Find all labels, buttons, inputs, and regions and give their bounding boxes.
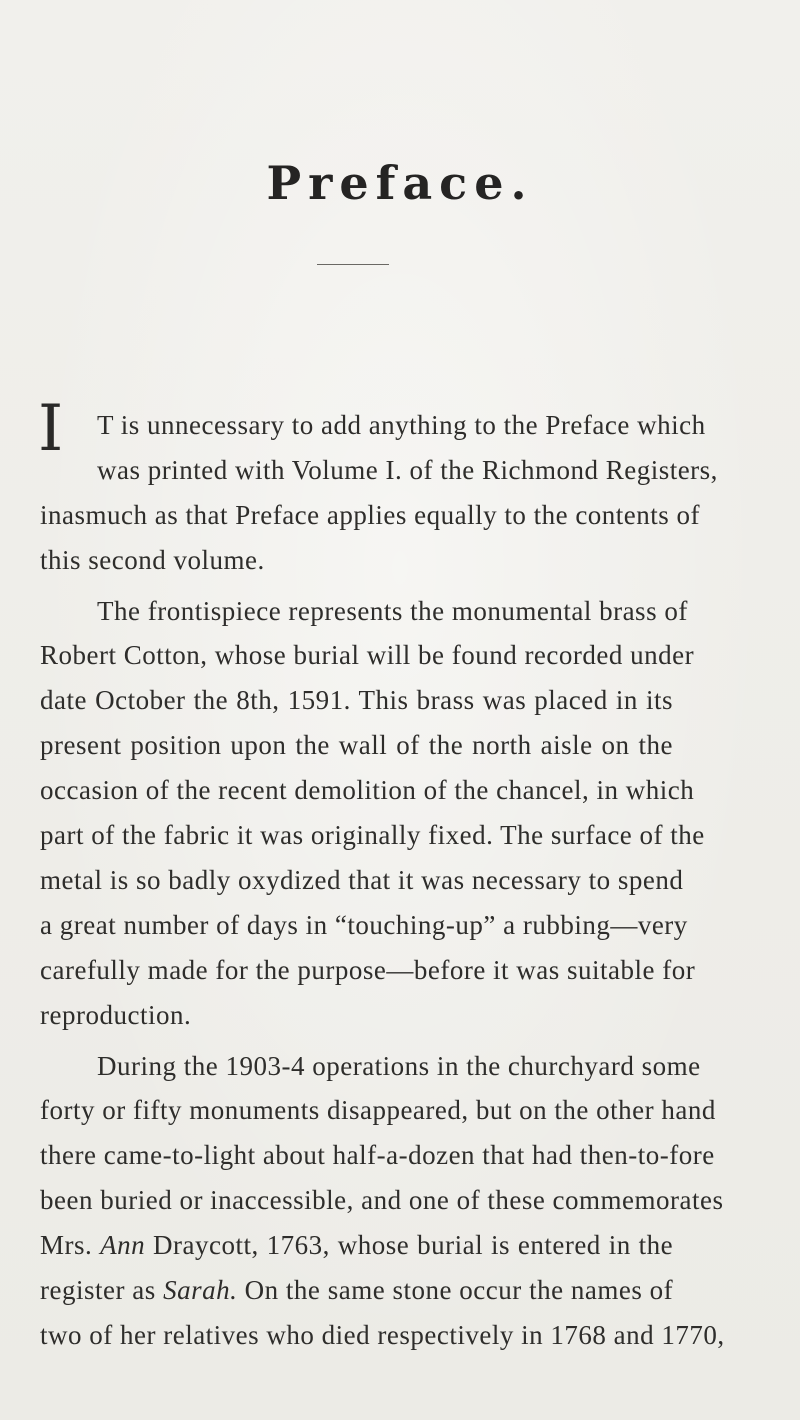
text-line: inasmuch as that Preface applies equally to the contents of xyxy=(40,500,701,530)
text-line: was printed with Volume I. of the Richmond Registers, xyxy=(97,455,718,485)
text-line: present position upon the wall of the north aisle on the xyxy=(40,730,673,760)
text-line: occasion of the recent demolition of the chancel, in which xyxy=(40,775,695,805)
text-line: register as Sarah. On the same stone occur the names of xyxy=(40,1275,674,1305)
text-line: Robert Cotton, whose burial will be found recorded under xyxy=(40,640,695,670)
text-line: this second volume. xyxy=(40,545,265,575)
page-title: Preface. xyxy=(266,156,534,210)
text-line: During the 1903-4 operations in the churchyard some xyxy=(97,1051,701,1081)
text-line: there came-to-light about half-a-dozen that had then-to-fore xyxy=(40,1140,715,1170)
text-line: two of her relatives who died respectively in 1768 and 1770, xyxy=(40,1320,725,1350)
text-line: reproduction. xyxy=(40,1000,192,1030)
text-line: carefully made for the purpose—before it was suitable for xyxy=(40,955,696,985)
text-line: a great number of days in “touching-up” a rubbing—very xyxy=(40,910,688,940)
drop-cap: I xyxy=(38,392,64,466)
text-line: been buried or inaccessible, and one of these commemorates xyxy=(40,1185,724,1215)
text-line: date October the 8th, 1591. This brass was placed in its xyxy=(40,685,673,715)
title-rule xyxy=(317,264,389,265)
text-line: forty or fifty monuments disappeared, but on the other hand xyxy=(40,1095,716,1125)
text-line: T is unnecessary to add anything to the Preface which xyxy=(97,410,706,440)
text-line: The frontispiece represents the monumental brass of xyxy=(97,596,688,626)
text-line: part of the fabric it was originally fixed. The surface of the xyxy=(40,820,705,850)
text-line: Mrs. Ann Draycott, 1763, whose burial is entered in the xyxy=(40,1230,674,1260)
text-line: metal is so badly oxydized that it was necessary to spend xyxy=(40,865,684,895)
